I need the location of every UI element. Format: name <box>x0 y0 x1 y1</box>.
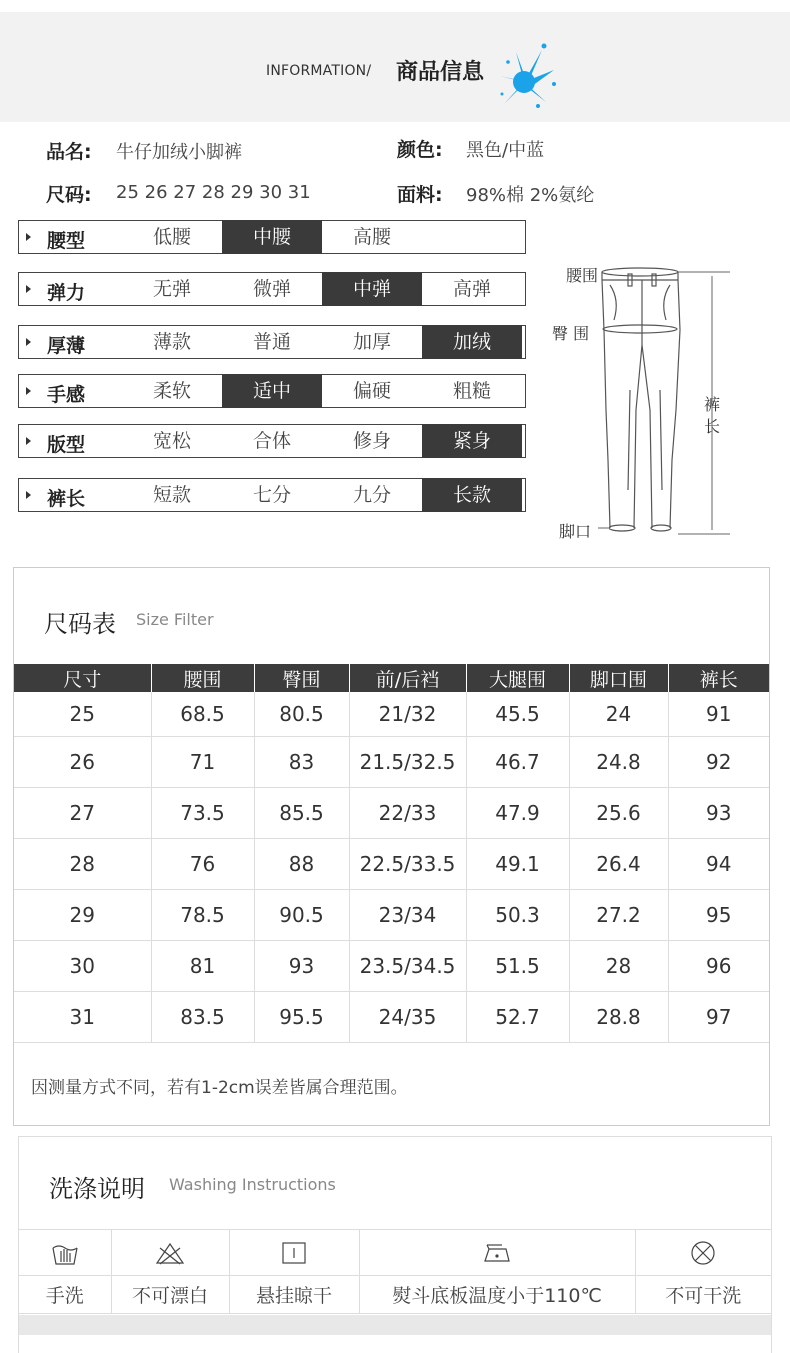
washing-label: 悬挂晾干 <box>229 1276 359 1314</box>
table-cell: 68.5 <box>151 692 254 736</box>
attr-label: 腰型 <box>47 230 86 252</box>
attr-thickness <box>18 325 526 359</box>
table-row <box>14 692 769 736</box>
color-label: 颜色: <box>397 139 443 161</box>
table-cell: 51.5 <box>466 940 569 991</box>
no-bleach-icon <box>155 1240 185 1266</box>
table-cell: 92 <box>668 736 769 787</box>
header-banner <box>0 12 790 122</box>
paint-splash-icon <box>494 40 560 110</box>
table-cell: 88 <box>254 838 349 889</box>
attr-option-selected: 中腰 <box>222 220 322 254</box>
size-table <box>14 664 769 1043</box>
size-value: 25 26 27 28 29 30 31 <box>116 182 311 203</box>
attr-option-selected: 紧身 <box>422 424 522 458</box>
table-cell: 31 <box>14 991 151 1042</box>
washing-label: 不可干洗 <box>635 1276 771 1314</box>
washing-icon-cell <box>229 1230 359 1276</box>
attr-option: 短款 <box>152 484 191 506</box>
size-chart-title: 尺码表 <box>44 610 116 638</box>
attr-option-selected: 长款 <box>422 478 522 512</box>
table-row <box>14 736 769 787</box>
washing-icon-row <box>19 1230 771 1276</box>
attr-length <box>18 478 526 512</box>
table-cell: 46.7 <box>466 736 569 787</box>
table-cell: 71 <box>151 736 254 787</box>
attr-option: 普通 <box>252 331 291 353</box>
attr-option: 低腰 <box>152 226 191 248</box>
attr-option: 高弹 <box>452 278 491 300</box>
diagram-waist-label: 腰围 <box>566 266 599 285</box>
table-cell: 90.5 <box>254 889 349 940</box>
table-cell: 25.6 <box>569 787 668 838</box>
header-english: INFORMATION/ <box>266 63 372 79</box>
washing-label: 手洗 <box>19 1276 111 1314</box>
attr-option: 加厚 <box>352 331 391 353</box>
table-cell: 78.5 <box>151 889 254 940</box>
size-chart-note: 因测量方式不同，若有1-2cm误差皆属合理范围。 <box>31 1078 408 1098</box>
attr-option: 修身 <box>352 430 391 452</box>
table-cell: 85.5 <box>254 787 349 838</box>
table-cell: 22/33 <box>349 787 466 838</box>
table-cell: 24.8 <box>569 736 668 787</box>
attr-elasticity <box>18 272 526 306</box>
attr-option: 九分 <box>352 484 391 506</box>
washing-icon-cell <box>19 1230 111 1276</box>
washing-label: 熨斗底板温度小于110℃ <box>359 1276 635 1314</box>
attr-option: 无弹 <box>152 278 191 300</box>
attr-option: 合体 <box>252 430 291 452</box>
diagram-hem-label: 脚口 <box>559 522 592 541</box>
table-cell: 80.5 <box>254 692 349 736</box>
arrow-right-icon <box>26 437 31 445</box>
table-cell: 24/35 <box>349 991 466 1042</box>
washing-footer-band <box>19 1315 771 1335</box>
no-dry-clean-icon <box>688 1240 718 1266</box>
washing-table <box>19 1229 771 1314</box>
color-value: 黑色/中蓝 <box>466 140 545 161</box>
table-cell: 22.5/33.5 <box>349 838 466 889</box>
size-chart-panel <box>13 567 770 1126</box>
washing-label-row <box>19 1276 771 1314</box>
attr-option: 宽松 <box>152 430 191 452</box>
washing-title: 洗涤说明 <box>49 1175 145 1203</box>
table-cell: 76 <box>151 838 254 889</box>
table-cell: 91 <box>668 692 769 736</box>
washing-subtitle: Washing Instructions <box>169 1175 336 1194</box>
arrow-right-icon <box>26 285 31 293</box>
attr-label: 裤长 <box>47 488 86 510</box>
table-cell: 21/32 <box>349 692 466 736</box>
name-label: 品名: <box>46 141 92 163</box>
attr-option: 粗糙 <box>452 380 491 402</box>
table-cell: 45.5 <box>466 692 569 736</box>
table-cell: 27 <box>14 787 151 838</box>
table-header: 尺寸 <box>14 664 151 692</box>
attr-label: 版型 <box>47 434 86 456</box>
arrow-right-icon <box>26 387 31 395</box>
table-header: 脚口围 <box>569 664 668 692</box>
arrow-right-icon <box>26 338 31 346</box>
attr-fit <box>18 424 526 458</box>
table-cell: 49.1 <box>466 838 569 889</box>
arrow-right-icon <box>26 491 31 499</box>
attr-waist-type <box>18 220 526 254</box>
attr-option: 高腰 <box>352 226 391 248</box>
attr-label: 弹力 <box>47 282 86 304</box>
diagram-hip-label: 臀 围 <box>552 324 590 343</box>
washing-label: 不可漂白 <box>111 1276 229 1314</box>
hang-dry-icon <box>279 1240 309 1266</box>
table-cell: 28 <box>14 838 151 889</box>
table-cell: 30 <box>14 940 151 991</box>
table-cell: 83.5 <box>151 991 254 1042</box>
table-cell: 73.5 <box>151 787 254 838</box>
attr-option: 七分 <box>252 484 291 506</box>
arrow-right-icon <box>26 233 31 241</box>
washing-icon-cell <box>359 1230 635 1276</box>
attr-option-selected: 适中 <box>222 374 322 408</box>
attr-option: 薄款 <box>152 331 191 353</box>
size-label: 尺码: <box>46 184 92 206</box>
table-row <box>14 787 769 838</box>
pants-diagram <box>590 260 740 545</box>
name-value: 牛仔加绒小脚裤 <box>116 142 242 163</box>
washing-icon-cell <box>111 1230 229 1276</box>
washing-icon-cell <box>635 1230 771 1276</box>
table-cell: 23/34 <box>349 889 466 940</box>
table-header: 腰围 <box>151 664 254 692</box>
table-cell: 28.8 <box>569 991 668 1042</box>
table-cell: 27.2 <box>569 889 668 940</box>
attr-option-selected: 加绒 <box>422 325 522 359</box>
table-cell: 94 <box>668 838 769 889</box>
header-title: 商品信息 <box>396 60 485 85</box>
table-cell: 21.5/32.5 <box>349 736 466 787</box>
diagram-length-label-2: 长 <box>704 417 721 436</box>
table-row <box>14 889 769 940</box>
table-cell: 81 <box>151 940 254 991</box>
hand-wash-icon <box>50 1240 80 1266</box>
table-cell: 25 <box>14 692 151 736</box>
table-cell: 95.5 <box>254 991 349 1042</box>
table-header: 大腿围 <box>466 664 569 692</box>
table-header-row <box>14 664 769 692</box>
table-cell: 96 <box>668 940 769 991</box>
table-cell: 28 <box>569 940 668 991</box>
table-cell: 26.4 <box>569 838 668 889</box>
table-cell: 47.9 <box>466 787 569 838</box>
attr-option: 偏硬 <box>352 380 391 402</box>
size-chart-subtitle: Size Filter <box>136 610 214 629</box>
attr-option: 微弹 <box>252 278 291 300</box>
attr-label: 厚薄 <box>47 335 86 357</box>
table-cell: 95 <box>668 889 769 940</box>
table-cell: 83 <box>254 736 349 787</box>
table-cell: 93 <box>254 940 349 991</box>
table-cell: 29 <box>14 889 151 940</box>
table-cell: 23.5/34.5 <box>349 940 466 991</box>
table-header: 臀围 <box>254 664 349 692</box>
attr-option: 柔软 <box>152 380 191 402</box>
table-row <box>14 838 769 889</box>
diagram-length-label-1: 裤 <box>704 395 721 414</box>
table-cell: 26 <box>14 736 151 787</box>
table-cell: 24 <box>569 692 668 736</box>
table-cell: 52.7 <box>466 991 569 1042</box>
table-header: 裤长 <box>668 664 769 692</box>
table-cell: 97 <box>668 991 769 1042</box>
table-row <box>14 991 769 1042</box>
iron-icon <box>482 1240 512 1266</box>
table-row <box>14 940 769 991</box>
washing-panel <box>18 1136 772 1353</box>
table-cell: 50.3 <box>466 889 569 940</box>
attr-option-selected: 中弹 <box>322 272 422 306</box>
fabric-value: 98%棉 2%氨纶 <box>466 185 595 206</box>
table-header: 前/后裆 <box>349 664 466 692</box>
table-cell: 93 <box>668 787 769 838</box>
attr-hand-feel <box>18 374 526 408</box>
attr-label: 手感 <box>47 384 86 406</box>
fabric-label: 面料: <box>397 184 443 206</box>
